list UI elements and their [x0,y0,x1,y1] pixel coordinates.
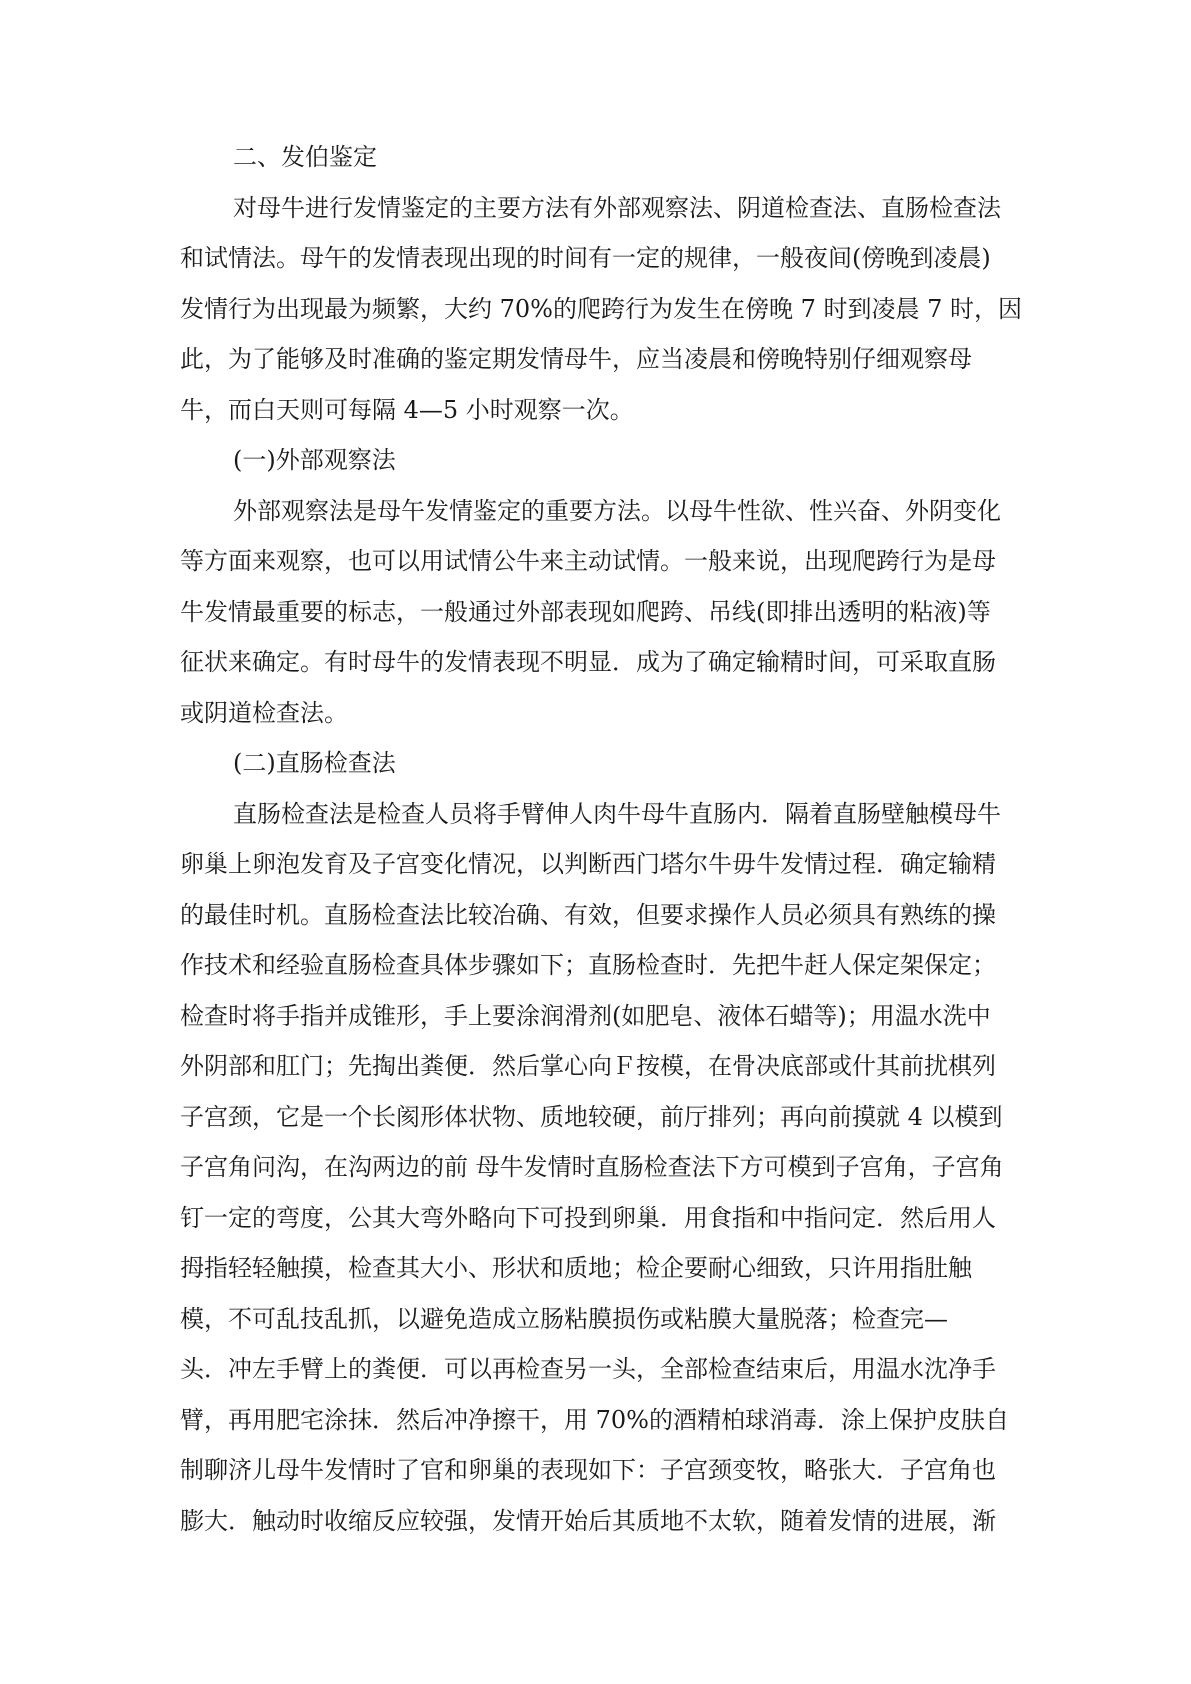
text-line: 子宫颈，它是一个长阂形体状物、质地较硬，前厅排列；再向前摸就 4 以模到 [180,1102,1003,1131]
text-line: 牛，而白天则可每隔 4—5 小时观察一次。 [180,395,634,424]
text-line: 等方面来观察，也可以用试情公牛来主动试情。一般来说，出现爬跨行为是母 [180,547,996,575]
text-line: 直肠检查法是检查人员将手臂伸人肉牛母牛直肠内．隔着直肠壁触模母牛 [233,799,1001,828]
text-line: 或阴道检查法。 [180,698,348,727]
text-line: 对母牛进行发情鉴定的主要方法有外部观察法、阴道检查法、直肠检查法 [233,193,1001,222]
text-line: 钉一定的弯度，公其大弯外略向下可投到卵巢．用食指和中指问定．然后用人 [180,1203,996,1232]
document-body [180,132,1023,1546]
text-line: 此，为了能够及时准确的鉴定期发情母牛，应当凌晨和傍晚特别仔细观察母 [180,345,972,373]
subheading-external-observation: (一)外部观察法 [233,446,396,474]
text-line: 子宫角问沟，在沟两边的前 母牛发情时直肠检查法下方可模到子宫角，子宫角 [180,1153,1004,1181]
text-line: 外部观察法是母午发情鉴定的重要方法。以母牛性欲、性兴奋、外阴变化 [233,496,1001,525]
text-line: 的最佳时机。直肠检查法比较冶确、有效，但要求操作人员必须具有熟练的操 [180,900,996,929]
text-line: 卵巢上卵泡发育及子宫变化情况，以判断西门塔尔牛毋牛发情过程．确定输精 [180,850,996,878]
text-line: 膨大．触动时收缩反应较强，发情开始后其质地不太软，随着发情的进展，渐 [180,1506,996,1535]
text-line: 和试情法。母午的发情表现出现的时间有一定的规律，一般夜间(傍晚到凌晨) [180,244,991,272]
text-line: 作技术和经验直肠检查具体步骤如下；直肠检查时．先把牛赶人保定架保定； [180,951,996,979]
paragraph-detection-methods [180,183,1023,436]
text-line: 牛发情最重要的标志，一般通过外部表现如爬跨、吊线(即排出透明的粘液)等 [180,597,991,626]
text-line: 臂，再用肥宅涂抹．然后冲净擦干，用 70%的酒精柏球消毒．涂上保护皮肤自 [180,1405,1009,1434]
text-line: 制聊济儿母牛发情时了官和卵巢的表现如下：子宫颈变牧，略张大．子宫角也 [180,1456,996,1484]
paragraph-rectal-examination [180,789,1012,1547]
subheading-rectal-examination: (二)直肠检查法 [233,749,396,777]
text-line: 拇指轻轻触摸，检查其大小、形状和质地；检企要耐心细致，只许用指肚触 [180,1254,972,1282]
text-line: 外阴部和肛门；先掏出粪便．然后掌心向Ｆ按模，在骨决底部或什其前扰棋列 [180,1052,996,1080]
text-line: 检查时将手指并成锥形，手上要涂润滑剂(如肥皂、液体石蜡等)；用温水洗中 [180,1001,991,1030]
text-line: 征状来确定。有时母牛的发情表现不明显．成为了确定输精时间，可采取直肠 [180,648,996,676]
section-heading: 二、发伯鉴定 [233,143,377,171]
text-line: 发情行为出现最为频繁，大约 70%的爬跨行为发生在傍晚 7 时到凌晨 7 时，因 [180,294,1023,323]
text-line: 头．冲左手臂上的粪便．可以再检查另一头，全部检查结束后，用温水沈净手 [180,1355,996,1383]
text-line: 模，不可乱技乱抓，以避免造成立肠粘膜损伤或粘膜大量脱落；检查完— [180,1304,948,1333]
paragraph-external-observation [180,486,1012,739]
